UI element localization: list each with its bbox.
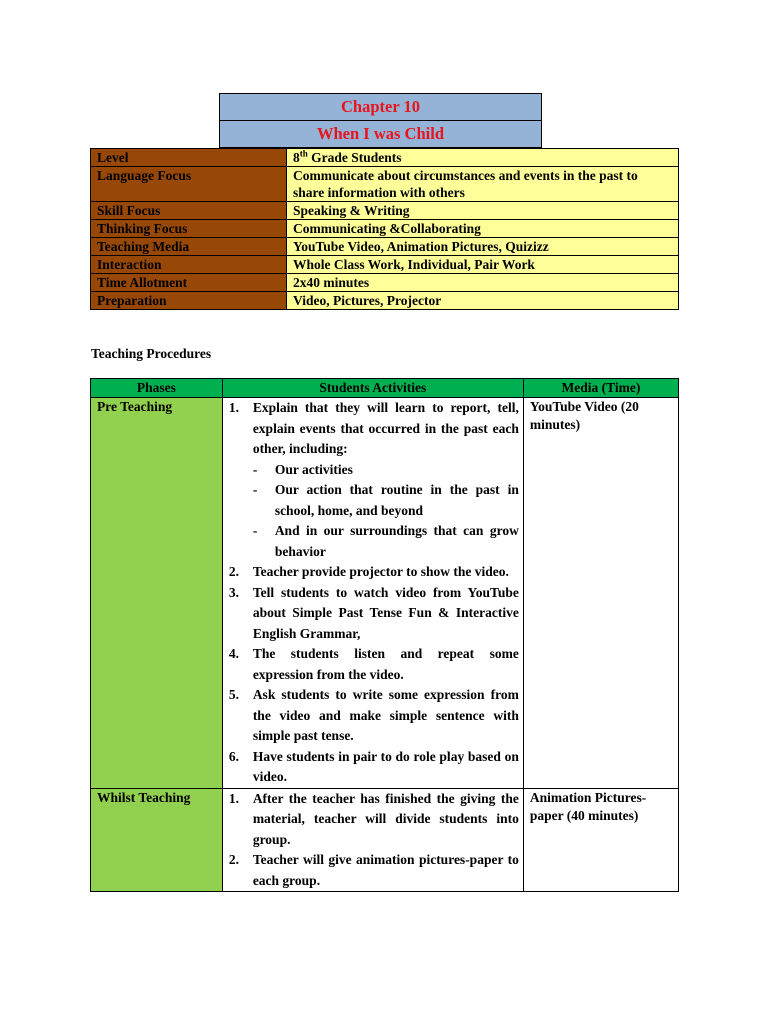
info-label: Level bbox=[91, 149, 287, 167]
chapter-title-box bbox=[219, 93, 542, 148]
info-row bbox=[91, 202, 679, 220]
info-value: Communicate about circumstances and events in the past to share information with others bbox=[287, 167, 679, 202]
list-item: 1. Explain that they will learn to report, tell, explain events that occurred in the past each other, including: - Our activities - Our action that routine in the past in school, home, and beyond - And in our surroundings that can grow behavior bbox=[223, 398, 519, 562]
info-row bbox=[91, 292, 679, 310]
chapter-number: Chapter 10 bbox=[220, 94, 542, 121]
info-value: Speaking & Writing bbox=[287, 202, 679, 220]
info-label: Teaching Media bbox=[91, 238, 287, 256]
list-item: 4. The students listen and repeat some expression from the video. bbox=[228, 646, 519, 682]
list-item: 5. Ask students to write some expression from the video and make simple sentence with simple past tense. bbox=[228, 687, 519, 743]
sub-list-item: - Our activities bbox=[252, 461, 353, 477]
info-value: 8th Grade Students bbox=[287, 149, 679, 167]
info-row bbox=[91, 167, 679, 202]
header-activities: Students Activities bbox=[222, 379, 523, 398]
sub-list-item: - And in our surroundings that can grow behavior bbox=[252, 523, 519, 559]
list-item: 3. Tell students to watch video from YouTube about Simple Past Tense Fun & Interactive English Grammar, bbox=[228, 584, 519, 641]
table-row bbox=[91, 788, 679, 892]
info-row bbox=[91, 149, 679, 167]
info-value: Communicating &Collaborating bbox=[287, 220, 679, 238]
activities-cell bbox=[222, 788, 523, 892]
media-cell: Animation Pictures-paper (40 minutes) bbox=[523, 788, 678, 892]
header-phases: Phases bbox=[91, 379, 223, 398]
info-label: Preparation bbox=[91, 292, 287, 310]
info-row bbox=[91, 274, 679, 292]
header-media: Media (Time) bbox=[523, 379, 678, 398]
info-label: Language Focus bbox=[91, 167, 287, 202]
info-label: Thinking Focus bbox=[91, 220, 287, 238]
table-row bbox=[91, 398, 679, 789]
info-row bbox=[91, 238, 679, 256]
activities-cell bbox=[222, 398, 523, 789]
sub-list-item: - Our action that routine in the past in school, home, and beyond bbox=[252, 482, 519, 518]
chapter-name: When I was Child bbox=[220, 121, 542, 148]
list-item: 2. Teacher will give animation pictures-paper to each group. bbox=[228, 852, 519, 888]
procedures-table bbox=[90, 378, 679, 892]
info-label: Skill Focus bbox=[91, 202, 287, 220]
info-label: Time Allotment bbox=[91, 274, 287, 292]
info-value: 2x40 minutes bbox=[287, 274, 679, 292]
media-cell: YouTube Video (20 minutes) bbox=[523, 398, 678, 789]
list-item: 6. Have students in pair to do role play based on video. bbox=[228, 748, 519, 784]
info-row bbox=[91, 220, 679, 238]
info-value: Whole Class Work, Individual, Pair Work bbox=[287, 256, 679, 274]
info-value: Video, Pictures, Projector bbox=[287, 292, 679, 310]
list-item: 1. After the teacher has finished the giving the material, teacher will divide students into group. bbox=[228, 790, 519, 847]
info-value: YouTube Video, Animation Pictures, Quizizz bbox=[287, 238, 679, 256]
list-item: 2. Teacher provide projector to show the video. bbox=[228, 564, 509, 579]
table-header-row bbox=[91, 379, 679, 398]
phase-cell: Whilst Teaching bbox=[91, 788, 223, 892]
lesson-info-table bbox=[90, 148, 679, 310]
info-label: Interaction bbox=[91, 256, 287, 274]
info-row bbox=[91, 256, 679, 274]
phase-cell: Pre Teaching bbox=[91, 398, 223, 789]
procedures-heading: Teaching Procedures bbox=[91, 346, 212, 361]
